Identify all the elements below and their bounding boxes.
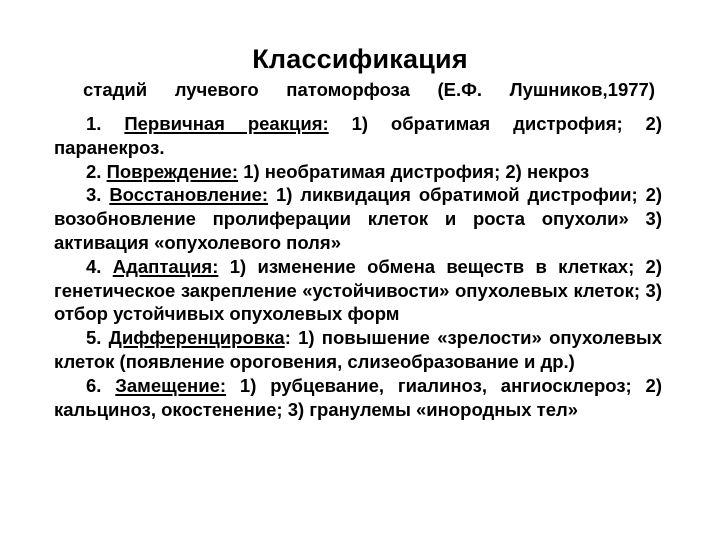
item-text: 1) необратимая дистрофия; 2) некроз [243, 160, 590, 182]
slide-subtitle: стадий лучевого патоморфоза (Е.Ф. Лушников,1977) [83, 79, 655, 100]
item-number: 4. [86, 255, 102, 277]
slide-title: Классификация [252, 44, 468, 74]
item-text: : 1) повышение «зрелости» опухолевых клеток (появление ороговения, слизеобразование и др.) [54, 327, 662, 372]
item-heading: Адаптация: [112, 255, 219, 277]
item-number: 1. [86, 113, 102, 134]
item-number: 2. [86, 160, 102, 182]
item-text: 1) рубцевание, гиалиноз, ангиосклероз; 2) кальциноз, окостенение; 3) гранулемы «инородных тел» [54, 374, 662, 420]
item-number: 6. [86, 374, 102, 396]
list-item [54, 183, 662, 254]
item-heading: Замещение: [115, 374, 227, 396]
item-number: 3. [86, 184, 102, 206]
item-text: 1) обратимая дистрофия; 2) паранекроз. [54, 113, 662, 158]
item-heading: Дифференцировка [108, 327, 285, 349]
classification-list [54, 112, 662, 421]
list-item [54, 326, 662, 374]
list-item [54, 255, 662, 326]
list-item [54, 374, 662, 422]
item-text: 1) изменение обмена веществ в клетках; 2) генетическое закрепление «устойчивости» опухолевых клеток; 3) отбор устойчивых опухолевых форм [54, 255, 662, 325]
item-heading: Повреждение: [106, 160, 239, 182]
item-text: 1) ликвидация обратимой дистрофии; 2) возобновление пролиферации клеток и роста опухоли» 3) активация «опухолевого поля» [54, 184, 663, 253]
list-item [54, 160, 662, 184]
item-heading: Первичная реакция: [124, 113, 329, 134]
item-heading: Восстановление: [109, 184, 269, 206]
item-number: 5. [86, 327, 102, 349]
list-item [54, 112, 662, 160]
